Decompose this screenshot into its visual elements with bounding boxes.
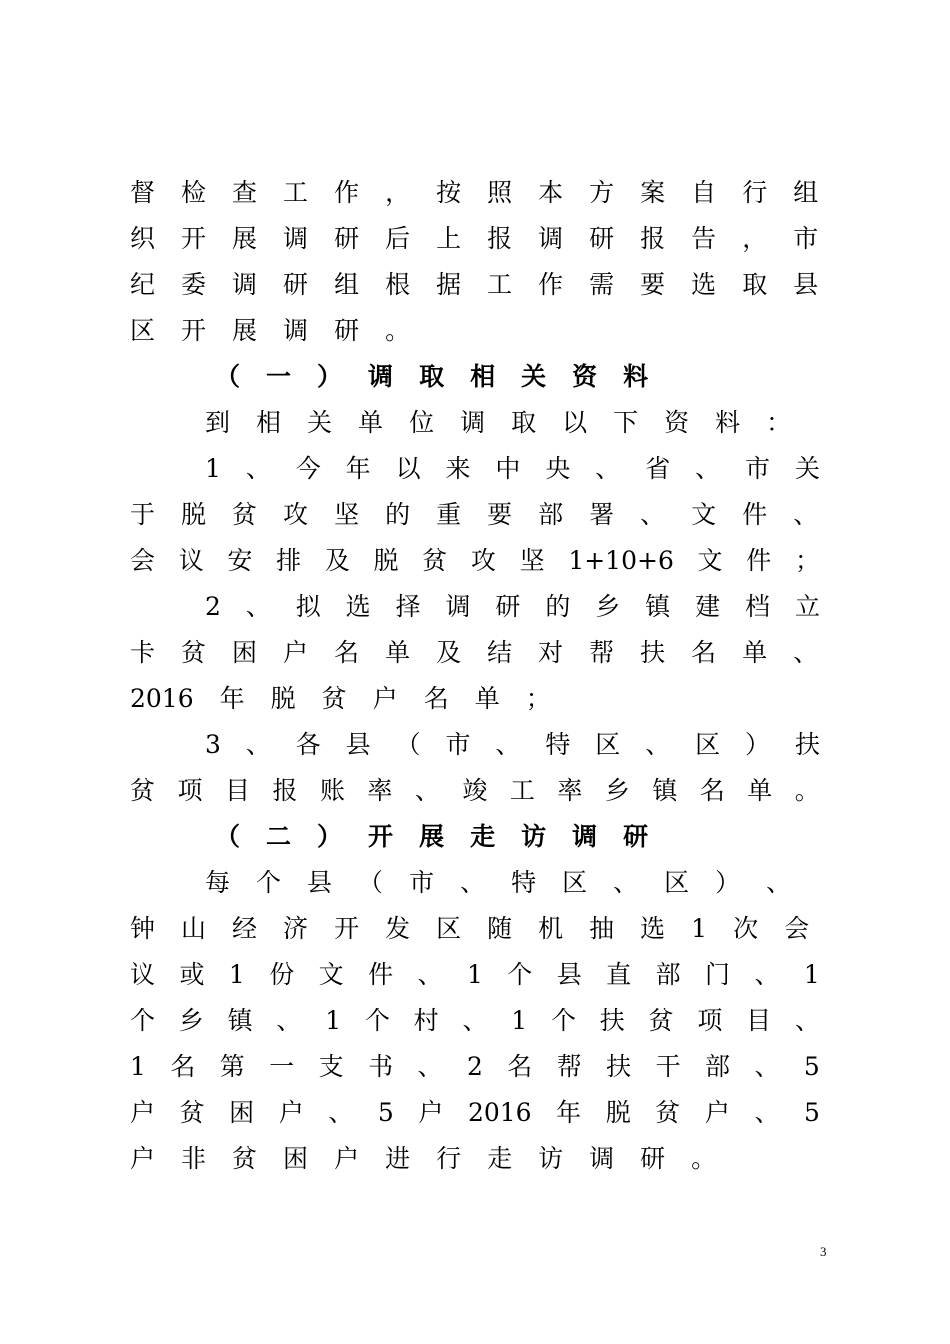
section-heading: （ 二 ） 开 展 走 访 调 研	[215, 822, 649, 851]
page-number: 3	[820, 1244, 827, 1259]
body-line: 督 检 查 工 作 ， 按 照 本 方 案 自 行 组	[130, 178, 819, 207]
body-line: 个 乡 镇 、 1 个 村 、 1 个 扶 贫 项 目 、	[130, 1006, 820, 1035]
list-item-line: 3 、 各 县 （ 市 、 特 区 、 区 ） 扶	[205, 730, 820, 759]
body-line: 到 相 关 单 位 调 取 以 下 资 料 ：	[205, 408, 792, 437]
section-heading: （ 一 ） 调 取 相 关 资 料	[215, 362, 649, 391]
list-item-line: 2 、 拟 选 择 调 研 的 乡 镇 建 档 立	[205, 592, 820, 621]
body-line: 织 开 展 调 研 后 上 报 调 研 报 告 ， 市	[130, 224, 819, 253]
body-line: 户 贫 困 户 、 5 户 2016 年 脱 贫 户 、 5	[130, 1098, 820, 1127]
list-item-line: 会 议 安 排 及 脱 贫 攻 坚 1+10+6 文 件 ；	[130, 546, 820, 575]
list-item-line: 于 脱 贫 攻 坚 的 重 要 部 署 、 文 件 、	[130, 500, 819, 529]
body-line: 纪 委 调 研 组 根 据 工 作 需 要 选 取 县	[130, 270, 819, 299]
body-line: 议 或 1 份 文 件 、 1 个 县 直 部 门 、 1	[130, 960, 820, 989]
body-line: 每 个 县 （ 市 、 特 区 、 区 ） 、	[205, 868, 792, 897]
list-item-line: 贫 项 目 报 账 率 、 竣 工 率 乡 镇 名 单 。	[130, 776, 820, 805]
list-item-line: 2016 年 脱 贫 户 名 单 ；	[130, 684, 551, 713]
body-line: 1 名 第 一 支 书 、 2 名 帮 扶 干 部 、 5	[130, 1052, 820, 1081]
body-line: 钟 山 经 济 开 发 区 随 机 抽 选 1 次 会	[130, 914, 810, 943]
body-line: 区 开 展 调 研 。	[130, 316, 411, 345]
body-line: 户 非 贫 困 户 进 行 走 访 调 研 。	[130, 1144, 717, 1173]
list-item-line: 1 、 今 年 以 来 中 央 、 省 、 市 关	[205, 454, 820, 483]
list-item-line: 卡 贫 困 户 名 单 及 结 对 帮 扶 名 单 、	[130, 638, 819, 667]
